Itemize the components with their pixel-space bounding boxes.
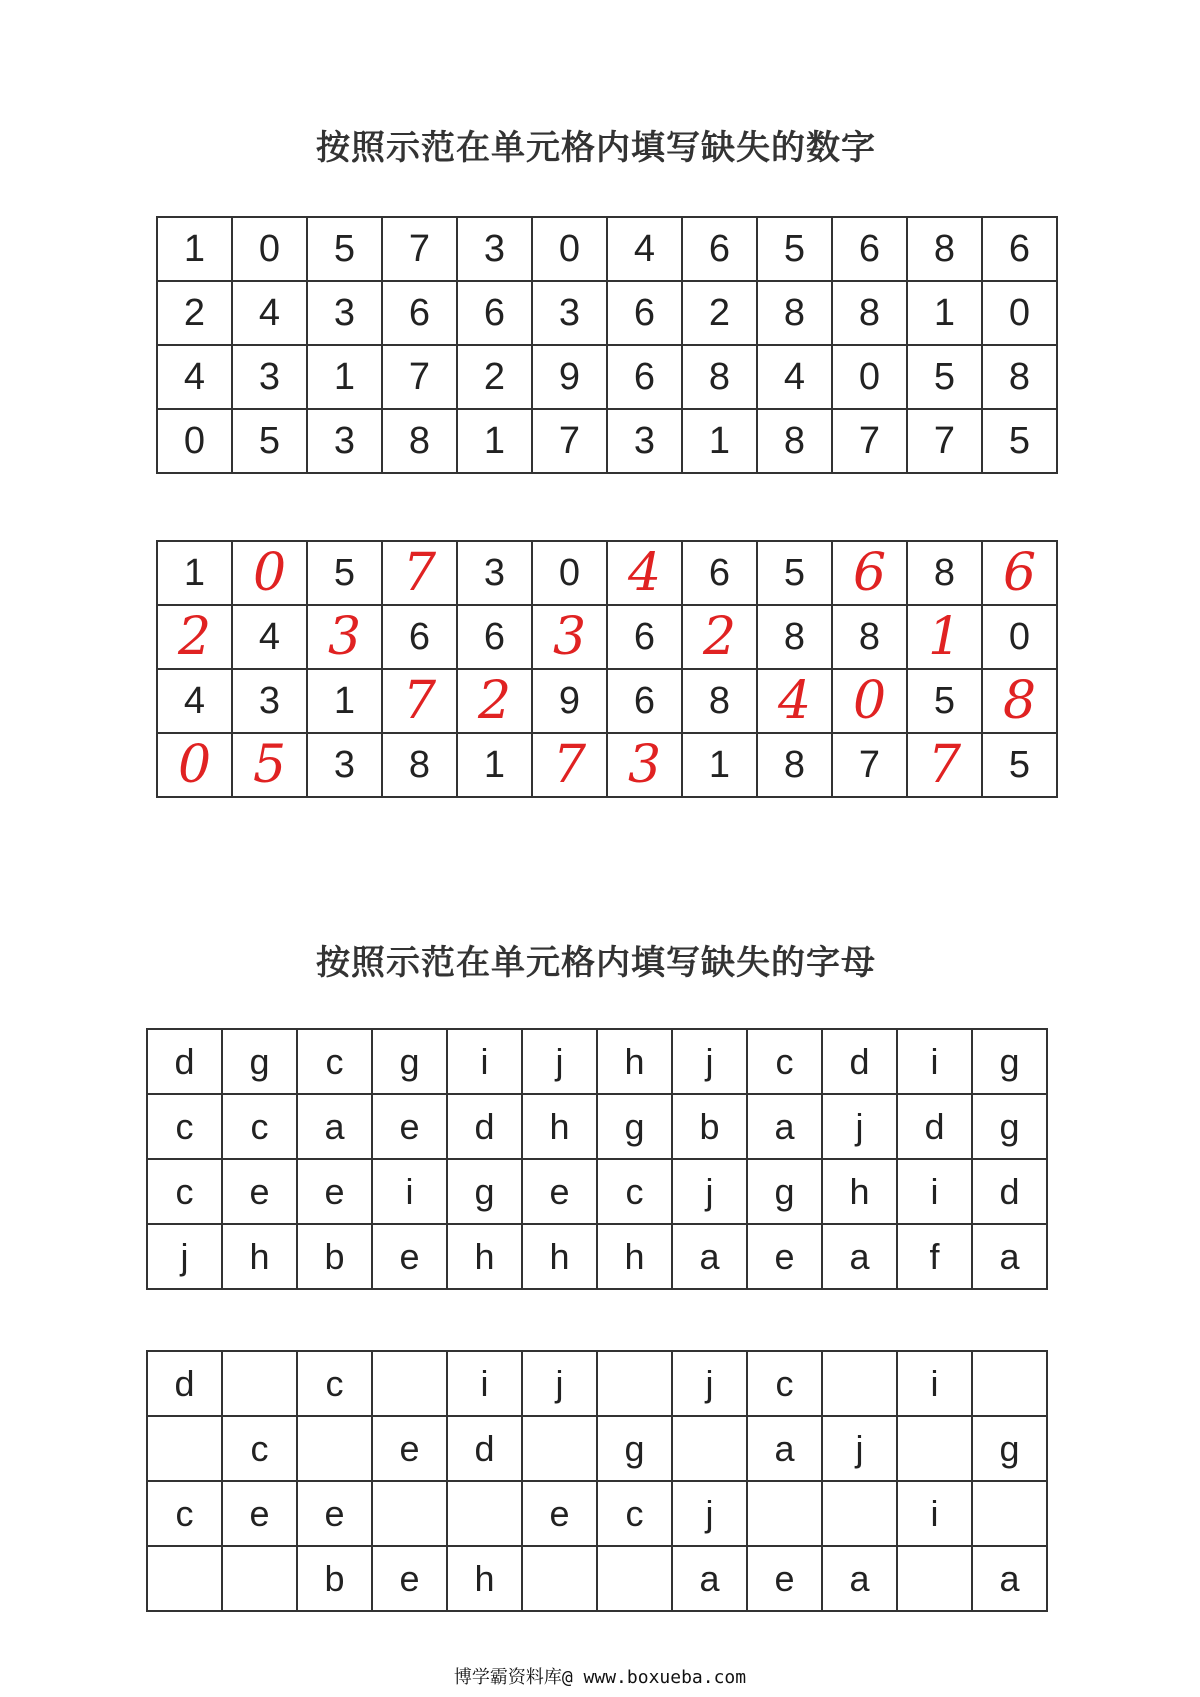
- letter-cell: [447, 1481, 522, 1546]
- letter-cell: d: [147, 1351, 222, 1416]
- grid-row: [157, 605, 1057, 669]
- number-cell: 6: [382, 281, 457, 345]
- letter-cell: i: [372, 1159, 447, 1224]
- letter-cell: [522, 1546, 597, 1611]
- handwritten-answer-cell: 0: [232, 541, 307, 605]
- number-cell: 8: [382, 733, 457, 797]
- letter-cell: e: [297, 1159, 372, 1224]
- letter-cell: i: [447, 1029, 522, 1094]
- letter-cell: c: [747, 1351, 822, 1416]
- letter-cell: e: [747, 1546, 822, 1611]
- number-cell: 2: [682, 281, 757, 345]
- grid-row: [157, 733, 1057, 797]
- number-cell: 6: [832, 217, 907, 281]
- number-cell: 3: [607, 409, 682, 473]
- letter-cell: i: [897, 1029, 972, 1094]
- letter-cell: a: [972, 1546, 1047, 1611]
- letter-cell: [597, 1351, 672, 1416]
- number-cell: 0: [832, 345, 907, 409]
- letter-cell: j: [522, 1351, 597, 1416]
- letter-cell: a: [672, 1224, 747, 1289]
- letter-cell: i: [447, 1351, 522, 1416]
- number-cell: 3: [307, 733, 382, 797]
- letter-cell: b: [297, 1224, 372, 1289]
- letter-cell: [672, 1416, 747, 1481]
- number-cell: 8: [907, 217, 982, 281]
- letter-cell: h: [447, 1224, 522, 1289]
- number-cell: 0: [157, 409, 232, 473]
- letter-cell: [897, 1416, 972, 1481]
- number-cell: 1: [307, 345, 382, 409]
- numbers-practice-grid: [156, 540, 1058, 798]
- letter-cell: [297, 1416, 372, 1481]
- letter-cell: c: [222, 1416, 297, 1481]
- number-cell: 8: [982, 345, 1057, 409]
- number-cell: 4: [232, 281, 307, 345]
- number-cell: 7: [532, 409, 607, 473]
- number-cell: 7: [907, 409, 982, 473]
- number-cell: 7: [382, 345, 457, 409]
- number-cell: 7: [382, 217, 457, 281]
- letter-cell: a: [747, 1416, 822, 1481]
- letter-cell: [597, 1546, 672, 1611]
- letter-cell: g: [972, 1094, 1047, 1159]
- letter-cell: [822, 1351, 897, 1416]
- handwritten-answer-cell: 0: [832, 669, 907, 733]
- letter-cell: i: [897, 1481, 972, 1546]
- letter-cell: [822, 1481, 897, 1546]
- letter-cell: j: [147, 1224, 222, 1289]
- letter-cell: a: [297, 1094, 372, 1159]
- grid-row: [147, 1159, 1047, 1224]
- letters-practice-grid: [146, 1350, 1048, 1612]
- letter-cell: d: [972, 1159, 1047, 1224]
- handwritten-answer-cell: 7: [907, 733, 982, 797]
- number-cell: 3: [307, 409, 382, 473]
- number-cell: 8: [682, 345, 757, 409]
- letter-cell: j: [822, 1094, 897, 1159]
- letter-cell: c: [297, 1351, 372, 1416]
- letter-cell: e: [747, 1224, 822, 1289]
- number-cell: 1: [157, 541, 232, 605]
- number-cell: 8: [757, 733, 832, 797]
- grid-row: [147, 1094, 1047, 1159]
- letter-cell: c: [597, 1481, 672, 1546]
- grid-row: [157, 409, 1057, 473]
- number-cell: 4: [232, 605, 307, 669]
- number-cell: 8: [832, 605, 907, 669]
- letter-cell: g: [597, 1094, 672, 1159]
- handwritten-answer-cell: 7: [532, 733, 607, 797]
- number-cell: 8: [757, 409, 832, 473]
- letter-cell: a: [747, 1094, 822, 1159]
- grid-row: [157, 345, 1057, 409]
- grid-row: [157, 541, 1057, 605]
- letter-cell: g: [447, 1159, 522, 1224]
- number-cell: 6: [382, 605, 457, 669]
- handwritten-answer-cell: 6: [982, 541, 1057, 605]
- number-cell: 3: [532, 281, 607, 345]
- grid-row: [147, 1351, 1047, 1416]
- number-cell: 5: [757, 541, 832, 605]
- letter-cell: a: [672, 1546, 747, 1611]
- letter-cell: [972, 1351, 1047, 1416]
- letter-cell: b: [672, 1094, 747, 1159]
- numbers-sample-grid: [156, 216, 1058, 474]
- number-cell: 3: [307, 281, 382, 345]
- handwritten-answer-cell: 4: [757, 669, 832, 733]
- letter-cell: e: [372, 1094, 447, 1159]
- number-cell: 5: [907, 669, 982, 733]
- letter-cell: d: [447, 1094, 522, 1159]
- letter-cell: b: [297, 1546, 372, 1611]
- number-cell: 1: [157, 217, 232, 281]
- letter-cell: c: [747, 1029, 822, 1094]
- letter-cell: h: [522, 1094, 597, 1159]
- letter-cell: c: [297, 1029, 372, 1094]
- letter-cell: c: [147, 1159, 222, 1224]
- letter-cell: e: [522, 1159, 597, 1224]
- number-cell: 8: [832, 281, 907, 345]
- grid-row: [147, 1416, 1047, 1481]
- grid-row: [157, 669, 1057, 733]
- handwritten-answer-cell: 2: [682, 605, 757, 669]
- number-cell: 8: [757, 281, 832, 345]
- number-cell: 3: [457, 541, 532, 605]
- number-cell: 8: [382, 409, 457, 473]
- grid-row: [147, 1224, 1047, 1289]
- letter-cell: a: [822, 1546, 897, 1611]
- letter-cell: [372, 1481, 447, 1546]
- number-cell: 3: [457, 217, 532, 281]
- number-cell: 0: [532, 541, 607, 605]
- letter-cell: [522, 1416, 597, 1481]
- number-cell: 1: [457, 733, 532, 797]
- letters-sample-grid: [146, 1028, 1048, 1290]
- numbers-section-title: 按照示范在单元格内填写缺失的数字: [316, 128, 876, 168]
- number-cell: 8: [907, 541, 982, 605]
- number-cell: 9: [532, 345, 607, 409]
- number-cell: 2: [457, 345, 532, 409]
- letter-cell: i: [897, 1159, 972, 1224]
- letter-cell: d: [147, 1029, 222, 1094]
- letter-cell: [897, 1546, 972, 1611]
- letter-cell: [147, 1416, 222, 1481]
- number-cell: 6: [457, 281, 532, 345]
- letter-cell: h: [522, 1224, 597, 1289]
- number-cell: 6: [607, 605, 682, 669]
- number-cell: 7: [832, 409, 907, 473]
- handwritten-answer-cell: 4: [607, 541, 682, 605]
- letter-cell: a: [822, 1224, 897, 1289]
- handwritten-answer-cell: 1: [907, 605, 982, 669]
- grid-row: [147, 1029, 1047, 1094]
- number-cell: 6: [607, 345, 682, 409]
- letter-cell: e: [297, 1481, 372, 1546]
- letters-section-title: 按照示范在单元格内填写缺失的字母: [316, 943, 876, 983]
- letter-cell: e: [222, 1159, 297, 1224]
- letter-cell: c: [222, 1094, 297, 1159]
- number-cell: 0: [982, 281, 1057, 345]
- letter-cell: g: [972, 1416, 1047, 1481]
- number-cell: 7: [832, 733, 907, 797]
- letter-cell: f: [897, 1224, 972, 1289]
- letter-cell: h: [447, 1546, 522, 1611]
- number-cell: 8: [757, 605, 832, 669]
- handwritten-answer-cell: 0: [157, 733, 232, 797]
- number-cell: 4: [607, 217, 682, 281]
- number-cell: 5: [232, 409, 307, 473]
- number-cell: 9: [532, 669, 607, 733]
- letter-cell: [372, 1351, 447, 1416]
- letter-cell: e: [522, 1481, 597, 1546]
- letter-cell: e: [372, 1546, 447, 1611]
- handwritten-answer-cell: 2: [457, 669, 532, 733]
- handwritten-answer-cell: 3: [607, 733, 682, 797]
- letter-cell: j: [672, 1029, 747, 1094]
- letter-cell: h: [222, 1224, 297, 1289]
- letter-cell: [147, 1546, 222, 1611]
- grid-row: [157, 281, 1057, 345]
- letter-cell: g: [597, 1416, 672, 1481]
- number-cell: 1: [907, 281, 982, 345]
- number-cell: 0: [232, 217, 307, 281]
- letter-cell: d: [822, 1029, 897, 1094]
- number-cell: 2: [157, 281, 232, 345]
- number-cell: 3: [232, 345, 307, 409]
- grid-row: [147, 1481, 1047, 1546]
- letter-cell: i: [897, 1351, 972, 1416]
- grid-row: [147, 1546, 1047, 1611]
- number-cell: 1: [307, 669, 382, 733]
- handwritten-answer-cell: 7: [382, 669, 457, 733]
- letter-cell: j: [672, 1159, 747, 1224]
- letter-cell: g: [372, 1029, 447, 1094]
- letter-cell: h: [822, 1159, 897, 1224]
- number-cell: 1: [457, 409, 532, 473]
- letter-cell: [972, 1481, 1047, 1546]
- number-cell: 5: [307, 541, 382, 605]
- handwritten-answer-cell: 8: [982, 669, 1057, 733]
- number-cell: 4: [757, 345, 832, 409]
- number-cell: 8: [682, 669, 757, 733]
- number-cell: 5: [907, 345, 982, 409]
- grid-row: [157, 217, 1057, 281]
- number-cell: 5: [757, 217, 832, 281]
- letter-cell: c: [147, 1481, 222, 1546]
- handwritten-answer-cell: 7: [382, 541, 457, 605]
- number-cell: 0: [982, 605, 1057, 669]
- number-cell: 5: [982, 409, 1057, 473]
- letter-cell: g: [222, 1029, 297, 1094]
- handwritten-answer-cell: 6: [832, 541, 907, 605]
- letter-cell: [222, 1546, 297, 1611]
- number-cell: 6: [982, 217, 1057, 281]
- number-cell: 1: [682, 733, 757, 797]
- letter-cell: c: [147, 1094, 222, 1159]
- letter-cell: h: [597, 1224, 672, 1289]
- letter-cell: j: [822, 1416, 897, 1481]
- number-cell: 0: [532, 217, 607, 281]
- handwritten-answer-cell: 3: [532, 605, 607, 669]
- letter-cell: j: [522, 1029, 597, 1094]
- handwritten-answer-cell: 2: [157, 605, 232, 669]
- letter-cell: a: [972, 1224, 1047, 1289]
- letter-cell: h: [597, 1029, 672, 1094]
- letter-cell: e: [372, 1416, 447, 1481]
- letter-cell: [747, 1481, 822, 1546]
- letter-cell: j: [672, 1351, 747, 1416]
- number-cell: 6: [607, 281, 682, 345]
- letter-cell: d: [897, 1094, 972, 1159]
- number-cell: 4: [157, 669, 232, 733]
- number-cell: 3: [232, 669, 307, 733]
- letter-cell: g: [972, 1029, 1047, 1094]
- number-cell: 6: [457, 605, 532, 669]
- letter-cell: g: [747, 1159, 822, 1224]
- number-cell: 1: [682, 409, 757, 473]
- footer-watermark: 博学霸资料库@ www.boxueba.com: [453, 1667, 747, 1688]
- number-cell: 5: [307, 217, 382, 281]
- letter-cell: d: [447, 1416, 522, 1481]
- letter-cell: c: [597, 1159, 672, 1224]
- letter-cell: e: [372, 1224, 447, 1289]
- letter-cell: e: [222, 1481, 297, 1546]
- number-cell: 6: [607, 669, 682, 733]
- number-cell: 4: [157, 345, 232, 409]
- letter-cell: j: [672, 1481, 747, 1546]
- number-cell: 6: [682, 217, 757, 281]
- number-cell: 5: [982, 733, 1057, 797]
- letter-cell: [222, 1351, 297, 1416]
- number-cell: 6: [682, 541, 757, 605]
- handwritten-answer-cell: 5: [232, 733, 307, 797]
- handwritten-answer-cell: 3: [307, 605, 382, 669]
